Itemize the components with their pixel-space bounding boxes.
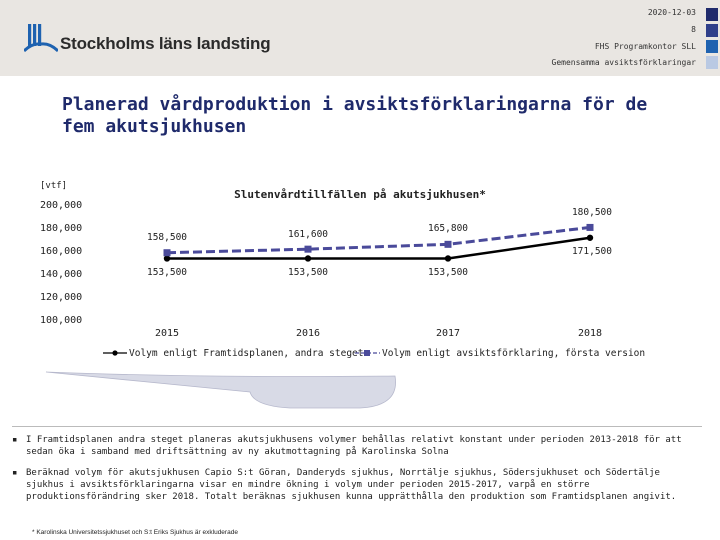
slide-organization: FHS Programkontor SLL <box>594 42 696 51</box>
data-label: 153,500 <box>427 267 469 278</box>
legend-marker-avsiktsforklaring <box>364 350 370 356</box>
data-point-avsiktsforklaring <box>445 241 452 248</box>
bullet-text: I Framtidsplanen andra steget planeras akutsjukhusens volymer behållas relativt konstant under perioden 2013-2018 för att sedan öka i samband med driftsättning av ny akutmottagning på Karolinska Solna <box>26 435 682 457</box>
series-points <box>164 224 594 262</box>
y-unit-label: [vtf] <box>40 181 68 191</box>
bullet-text: Beräknad volym för akutsjukhusen Capio S:t Göran, Danderyds sjukhus, Norrtälje sjukhus, Södersjukhuset och Södertälje sjukhus i avsiktsförklaringarna visar en mindre ökning i volym under perioden 2015-2017, varpå en större produktionsförändring sker 2018. Totalt beräknas sjukhusen kunna upprätthålla den produktion som Framtidsplanen angivit. <box>26 468 677 502</box>
legend-label-avsiktsforklaring: Volym enligt avsiktsförklaring, första version <box>382 348 646 359</box>
bullet-mark: ▪ <box>12 468 18 478</box>
data-label: 171,500 <box>571 246 612 257</box>
data-label: 180,500 <box>571 207 612 218</box>
data-point-framtidsplanen <box>445 255 451 261</box>
data-label: 153,500 <box>146 267 188 278</box>
x-tick-label: 2015 <box>154 328 180 339</box>
y-tick-label: 180,000 <box>40 223 83 234</box>
footnote: * Karolinska Universitetssjukhuset och S:t Eriks Sjukhus är exkluderade <box>32 529 238 536</box>
y-tick-label: 160,000 <box>40 246 83 257</box>
y-tick-label: 140,000 <box>40 269 83 280</box>
x-tick-label: 2016 <box>295 328 321 339</box>
bullet-mark: ▪ <box>12 435 18 445</box>
x-tick-label: 2017 <box>435 328 461 339</box>
data-label: 158,500 <box>146 232 188 243</box>
slide-subject: Gemensamma avsiktsförklaringar <box>551 58 696 67</box>
y-tick-label: 120,000 <box>40 292 83 303</box>
bullet-list <box>12 434 698 512</box>
legend-marker-framtidsplanen <box>112 350 117 355</box>
slide-title: Planerad vårdproduktion i avsiktsförklaringarna för de fem akutsjukhusen <box>62 94 648 137</box>
y-axis-ticks <box>40 200 82 326</box>
chart-shadow-shape <box>46 372 396 408</box>
y-tick-label: 200,000 <box>40 200 83 211</box>
series-lines <box>167 227 590 258</box>
x-tick-label: 2018 <box>577 328 603 339</box>
data-labels <box>147 207 612 278</box>
content-divider <box>12 426 702 427</box>
data-point-avsiktsforklaring <box>305 246 312 253</box>
series-line-avsiktsforklaring <box>167 227 590 252</box>
legend-label-framtidsplanen: Volym enligt Framtidsplanen, andra steget <box>129 348 364 359</box>
data-label: 161,600 <box>287 229 329 240</box>
data-label: 153,500 <box>287 267 329 278</box>
data-point-framtidsplanen <box>587 235 593 241</box>
slide-date: 2020-12-03 <box>647 8 696 17</box>
data-point-avsiktsforklaring <box>164 249 171 256</box>
slide-page-number: 8 <box>691 25 696 34</box>
bullet-item-2 <box>12 467 698 503</box>
chart-legend <box>103 348 645 359</box>
data-point-avsiktsforklaring <box>587 224 594 231</box>
bullet-item-1 <box>12 434 698 458</box>
y-tick-label: 100,000 <box>40 315 83 326</box>
x-axis-ticks <box>155 328 602 339</box>
data-point-framtidsplanen <box>305 255 311 261</box>
organization-logo-text: Stockholms läns landsting <box>60 34 271 53</box>
chart-title: Slutenvårdtillfällen på akutsjukhusen* <box>234 188 486 201</box>
data-point-framtidsplanen <box>164 255 170 261</box>
data-label: 165,800 <box>427 223 469 234</box>
